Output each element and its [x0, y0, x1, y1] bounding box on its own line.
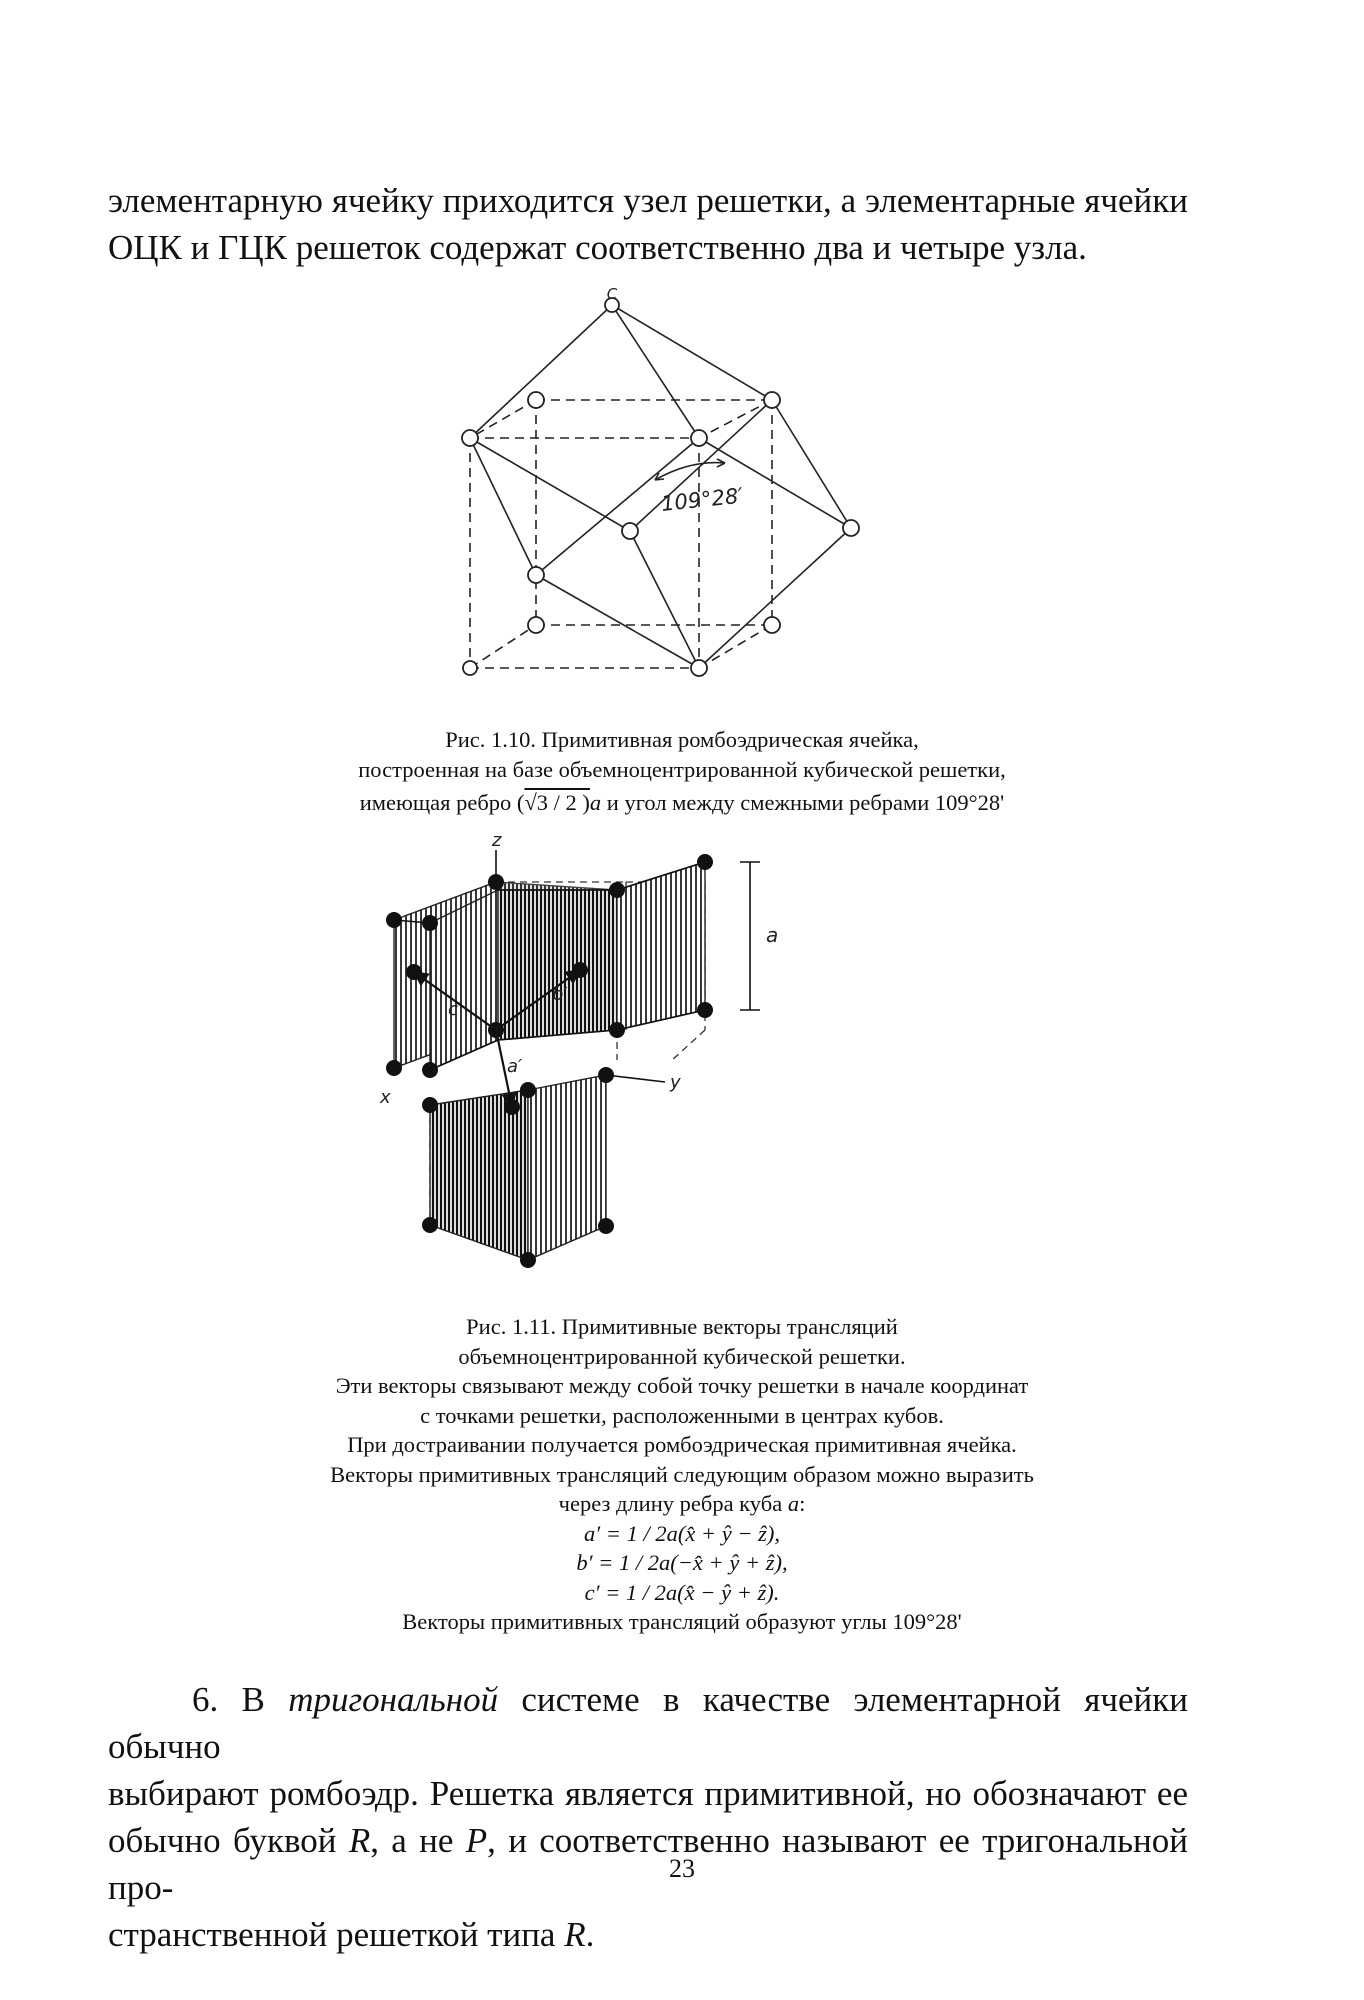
caption-text: через длину ребра куба	[558, 1491, 788, 1516]
figure-rhombohedral-cell	[440, 285, 860, 685]
formula-a-prime: a′ = 1 / 2a(x̂ + ŷ − ẑ),	[583, 1520, 781, 1546]
caption-line	[180, 788, 1184, 818]
caption-line: Эти векторы связывают между собой точку решетки в начале координат	[335, 1373, 1029, 1398]
lattice-node	[764, 392, 780, 408]
lattice-nodes	[462, 298, 859, 676]
figure-2-caption	[180, 1312, 1184, 1637]
caption-text: :	[799, 1491, 806, 1516]
caption-text: имеющая ребро (	[359, 790, 525, 815]
vector-label-a-prime: a′	[507, 1056, 523, 1077]
lattice-atom	[422, 1062, 438, 1078]
paragraph-line	[108, 1911, 1188, 1958]
page-number: 23	[669, 1854, 695, 1883]
lattice-atom	[609, 1022, 625, 1038]
lattice-node	[622, 523, 638, 539]
emphasized-term: тригональной	[288, 1680, 499, 1719]
paragraph-text: системе в качестве элементарной ячейки обычно	[108, 1680, 1188, 1766]
paragraph-top	[108, 177, 1188, 271]
paragraph-line	[108, 1770, 1188, 1817]
paragraph-text: 6. В	[192, 1680, 289, 1719]
lattice-atom	[598, 1067, 614, 1083]
caption-variable: a	[787, 1491, 800, 1516]
lattice-atom	[422, 1097, 438, 1113]
caption-line: построенная на базе объемноцентрированной кубической решетки,	[358, 757, 1006, 782]
lattice-node	[528, 567, 544, 583]
caption-variable: a	[589, 790, 602, 815]
symbol-r: R	[348, 1821, 371, 1860]
lattice-node	[764, 617, 780, 633]
lattice-atom	[697, 854, 713, 870]
axis-label-x: x	[380, 1087, 391, 1108]
caption-line: Векторы примитивных трансляций следующим образом можно выразить	[330, 1461, 1034, 1487]
lattice-atom	[488, 874, 504, 890]
caption-line: объемноцентрированной кубической решетки.	[458, 1343, 906, 1369]
lattice-atom	[598, 1218, 614, 1234]
figure-bcc-translation-vectors	[380, 830, 900, 1290]
formula-c-prime: c′ = 1 / 2a(x̂ − ŷ + ẑ).	[584, 1579, 780, 1605]
symbol-p: P	[465, 1821, 488, 1860]
symbol-r: R	[564, 1915, 586, 1954]
paragraph-line: ОЦК и ГЦК решеток содержат соответственно два и четыре узла.	[108, 228, 1087, 267]
vector-label-c-prime: c′	[448, 999, 462, 1020]
paragraph-text: .	[585, 1915, 595, 1954]
paragraph-text: выбирают ромбоэдр. Решетка является примитивной, но обозначают ее	[108, 1774, 1188, 1813]
lattice-atom	[386, 1060, 402, 1076]
cube-dashed-edges	[470, 400, 772, 668]
formula-b-prime: b′ = 1 / 2a(−x̂ + ŷ + ẑ),	[576, 1550, 788, 1575]
sqrt-expression: √3 / 2 )	[524, 790, 590, 815]
lattice-atom	[572, 962, 588, 978]
lattice-atom	[488, 1022, 504, 1038]
lattice-atom	[504, 1099, 520, 1115]
paragraph-text: , а не	[370, 1821, 466, 1860]
angle-label: 109°28′	[660, 483, 745, 516]
lattice-atom	[386, 912, 402, 928]
lattice-node	[691, 660, 707, 676]
lattice-atom	[520, 1252, 536, 1268]
lattice-node	[462, 430, 478, 446]
dimension-label-a: a	[766, 923, 779, 947]
lattice-atom	[422, 915, 438, 931]
caption-line: Рис. 1.11. Примитивные векторы трансляций	[466, 1314, 898, 1339]
lattice-node	[463, 661, 477, 675]
caption-text: и угол между смежными ребрами 109°28'	[601, 790, 1005, 815]
vector-label-b-prime: b′	[552, 984, 568, 1005]
axis-label-y: y	[670, 1072, 681, 1093]
lattice-node	[843, 520, 859, 536]
lattice-atom	[406, 964, 422, 980]
lattice-node	[691, 430, 707, 446]
paragraph-text: обычно буквой	[108, 1821, 349, 1860]
axis-label-z: z	[492, 830, 502, 851]
paragraph-line	[108, 1676, 1188, 1770]
lattice-atom	[520, 1082, 536, 1098]
caption-line: Рис. 1.10. Примитивная ромбоэдрическая ячейка,	[445, 727, 919, 752]
lattice-node	[528, 617, 544, 633]
lattice-atom	[422, 1217, 438, 1233]
paragraph-bottom	[108, 1676, 1188, 1958]
caption-line: При достраивании получается ромбоэдрическая примитивная ячейка.	[347, 1432, 1017, 1457]
lattice-atom	[697, 1002, 713, 1018]
hatched-panels	[394, 862, 705, 1260]
paragraph-text: странственной решеткой типа	[108, 1915, 565, 1954]
figure-1-caption	[180, 725, 1184, 818]
paragraph-line: элементарную ячейку приходится узел решетки, а элементарные ячейки	[108, 181, 1188, 220]
vertex-label: С	[606, 285, 618, 303]
caption-line	[180, 1489, 1184, 1519]
lattice-atom	[609, 882, 625, 898]
caption-line: с точками решетки, расположенными в центрах кубов.	[420, 1402, 944, 1428]
lattice-node	[528, 392, 544, 408]
caption-line: Векторы примитивных трансляций образуют углы 109°28'	[402, 1609, 962, 1634]
paragraph-text: , и соответственно называют ее тригональной про-	[108, 1821, 1188, 1907]
rhombohedron-edges	[470, 305, 851, 668]
